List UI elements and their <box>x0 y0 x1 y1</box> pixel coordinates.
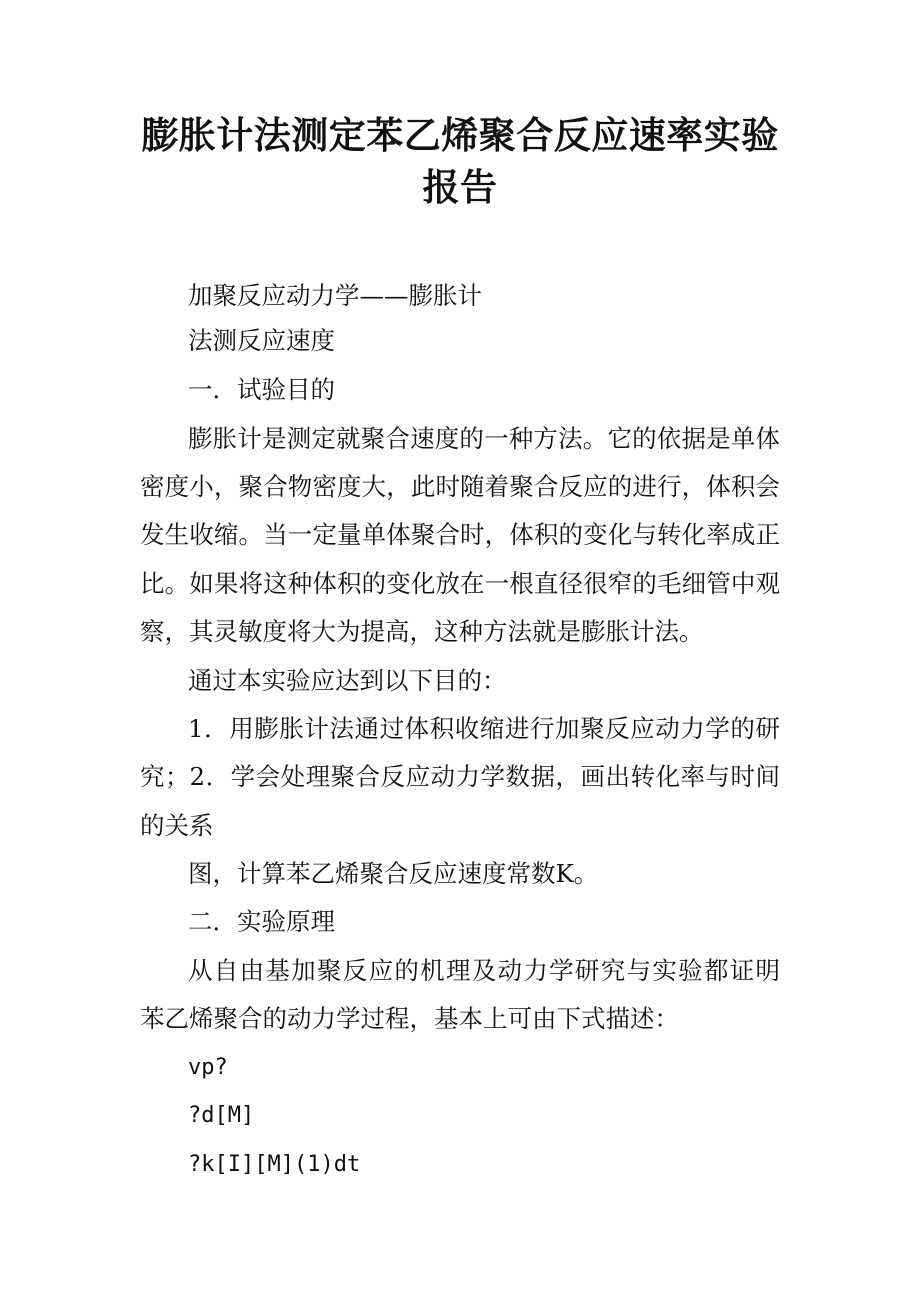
formula-line: ?d[M] <box>188 1103 255 1128</box>
subtitle-line-2: 法测反应速度 <box>188 326 335 355</box>
paragraph-line: 通过本实验应达到以下目的： <box>188 666 507 695</box>
objective-item-line: 1．用膨胀计法通过体积收缩进行加聚反应动力学的研 <box>188 714 780 743</box>
document-title-line-2: 报告 <box>422 166 498 209</box>
paragraph-line: 密度小，聚合物密度大，此时随着聚合反应的进行，体积会 <box>140 472 780 501</box>
document-title-line-1: 膨胀计法测定苯乙烯聚合反应速率实验 <box>141 114 779 157</box>
objective-item-line: 图，计算苯乙烯聚合反应速度常数K。 <box>188 859 599 888</box>
paragraph-line: 苯乙烯聚合的动力学过程，基本上可由下式描述： <box>140 1004 679 1033</box>
formula-line: vp? <box>188 1055 228 1080</box>
objective-item-line: 究；2．学会处理聚合反应动力学数据，画出转化率与时间 <box>140 762 780 791</box>
paragraph-line: 从自由基加聚反应的机理及动力学研究与实验都证明 <box>188 956 780 985</box>
paragraph-line: 比。如果将这种体积的变化放在一根直径很窄的毛细管中观 <box>140 569 780 598</box>
paragraph-line: 膨胀计是测定就聚合速度的一种方法。它的依据是单体 <box>188 424 780 453</box>
paragraph-line: 发生收缩。当一定量单体聚合时，体积的变化与转化率成正 <box>140 520 780 549</box>
section-heading-principle: 二．实验原理 <box>188 907 335 936</box>
objective-item-line: 的关系 <box>140 811 214 840</box>
subtitle-line-1: 加聚反应动力学——膨胀计 <box>188 281 482 310</box>
section-heading-objectives: 一．试验目的 <box>188 375 335 404</box>
formula-line: ?k[I][M](1)dt <box>188 1152 361 1177</box>
paragraph-line: 察，其灵敏度将大为提高，这种方法就是膨胀计法。 <box>140 617 704 646</box>
